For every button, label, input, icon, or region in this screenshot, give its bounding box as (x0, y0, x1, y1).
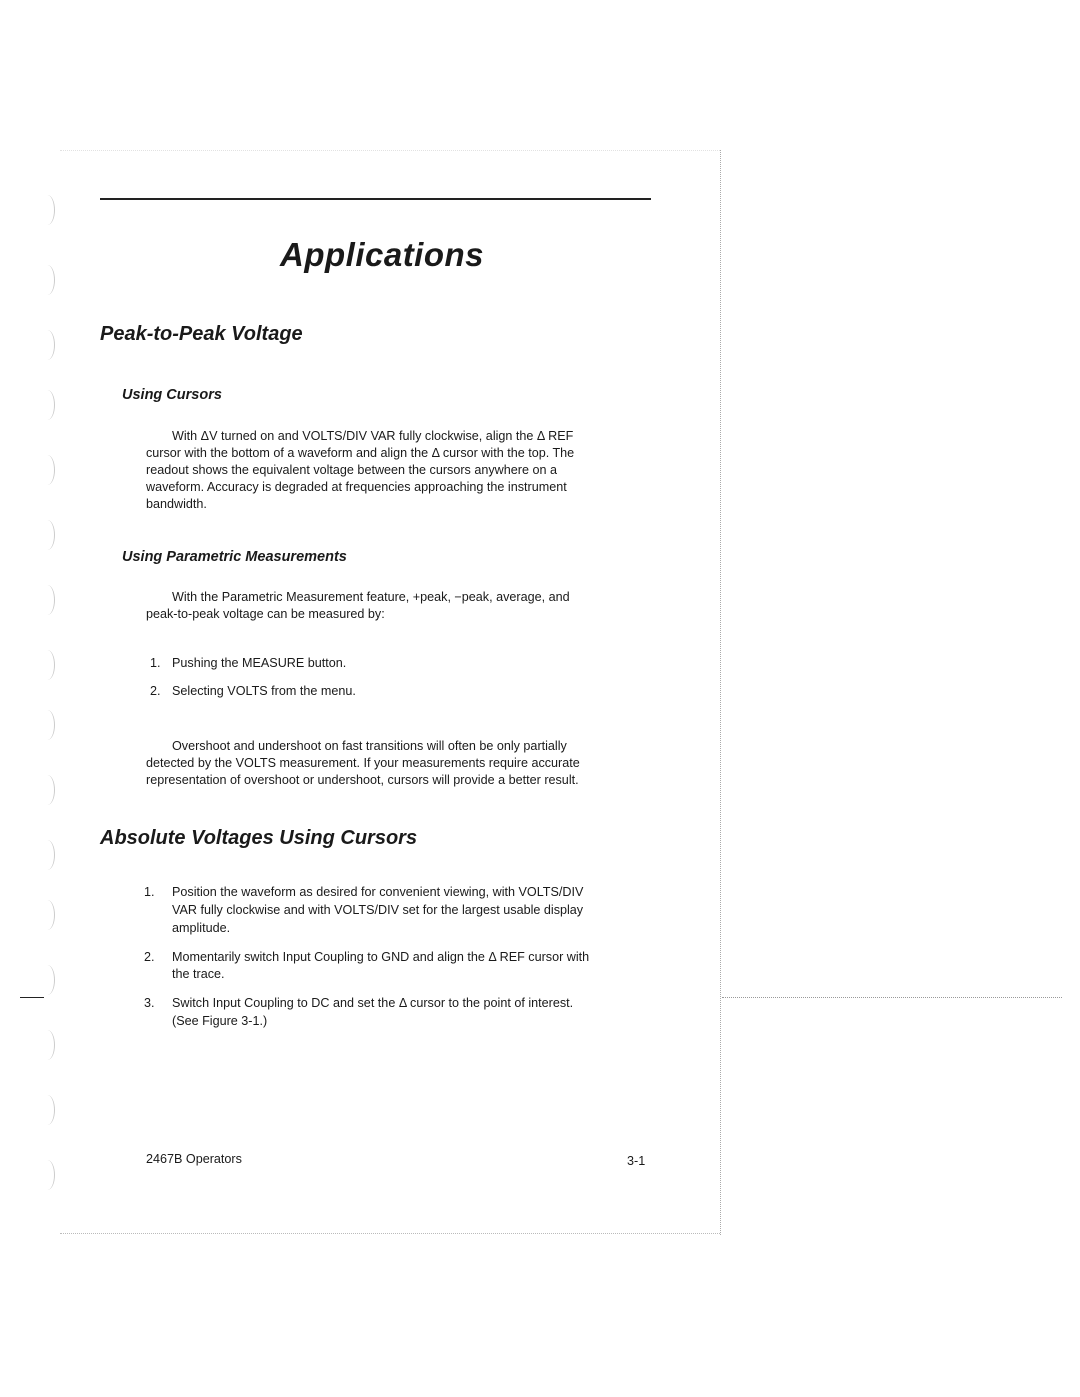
punch-hole (40, 455, 55, 485)
punch-hole (40, 390, 55, 420)
punch-hole (40, 1030, 55, 1060)
punch-hole (40, 585, 55, 615)
page-title: Applications (280, 236, 485, 273)
list-item-line: Switch Input Coupling to DC and set the Δ cursor to the point of interest. (172, 996, 574, 1010)
punch-hole (40, 965, 55, 995)
list-number: 1. (150, 656, 161, 670)
list-item: Pushing the MEASURE button. (172, 656, 347, 670)
paragraph-line: waveform. Accuracy is degraded at frequencies approaching the instrument (146, 480, 567, 494)
list-item-line: (See Figure 3-1.) (172, 1014, 268, 1028)
subheading-using-cursors: Using Cursors (122, 387, 222, 403)
punch-hole (40, 710, 55, 740)
section-heading-absolute-voltages: Absolute Voltages Using Cursors (100, 827, 418, 849)
paragraph-line: peak-to-peak voltage can be measured by: (146, 607, 385, 621)
paragraph-line: bandwidth. (146, 497, 207, 511)
paragraph-line: detected by the VOLTS measurement. If your measurements require accurate (146, 756, 580, 770)
page-edge-line (720, 150, 721, 1235)
punch-hole (40, 520, 55, 550)
paragraph-line: With the Parametric Measurement feature, +peak, −peak, average, and (172, 590, 570, 604)
punch-hole (40, 900, 55, 930)
page-edge-top (60, 150, 720, 151)
page-edge-bottom (60, 1233, 720, 1234)
punch-hole (40, 1095, 55, 1125)
list-number: 2. (144, 950, 155, 964)
paragraph-line: Overshoot and undershoot on fast transitions will often be only partially (172, 739, 567, 753)
scan-line (722, 997, 1062, 998)
header-rule (100, 198, 651, 200)
punch-hole (40, 840, 55, 870)
list-item-line: Momentarily switch Input Coupling to GND and align the Δ REF cursor with (172, 950, 590, 964)
section-heading-peak-to-peak: Peak-to-Peak Voltage (100, 323, 303, 345)
punch-hole (40, 330, 55, 360)
list-item-line: amplitude. (172, 921, 231, 935)
paragraph-line: With ΔV turned on and VOLTS/DIV VAR fully clockwise, align the Δ REF (172, 429, 574, 443)
punch-hole (40, 650, 55, 680)
paragraph-line: cursor with the bottom of a waveform and align the Δ cursor with the top. The (146, 446, 575, 460)
paragraph-line: representation of overshoot or undershoot, cursors will provide a better result. (146, 773, 579, 787)
list-number: 1. (144, 885, 155, 899)
paragraph-line: readout shows the equivalent voltage between the cursors anywhere on a (146, 463, 557, 477)
punch-hole (40, 195, 55, 225)
footer-page-number: 3-1 (627, 1154, 646, 1168)
scan-dash (20, 997, 44, 998)
list-number: 2. (150, 684, 161, 698)
footer-manual-name: 2467B Operators (146, 1152, 242, 1166)
subheading-parametric: Using Parametric Measurements (122, 549, 347, 565)
list-number: 3. (144, 996, 155, 1010)
list-item-line: Position the waveform as desired for convenient viewing, with VOLTS/DIV (172, 885, 584, 899)
list-item-line: VAR fully clockwise and with VOLTS/DIV set for the largest usable display (172, 903, 584, 917)
punch-hole (40, 1160, 55, 1190)
punch-hole (40, 265, 55, 295)
list-item-line: the trace. (172, 967, 225, 981)
punch-hole (40, 775, 55, 805)
list-item: Selecting VOLTS from the menu. (172, 684, 356, 698)
